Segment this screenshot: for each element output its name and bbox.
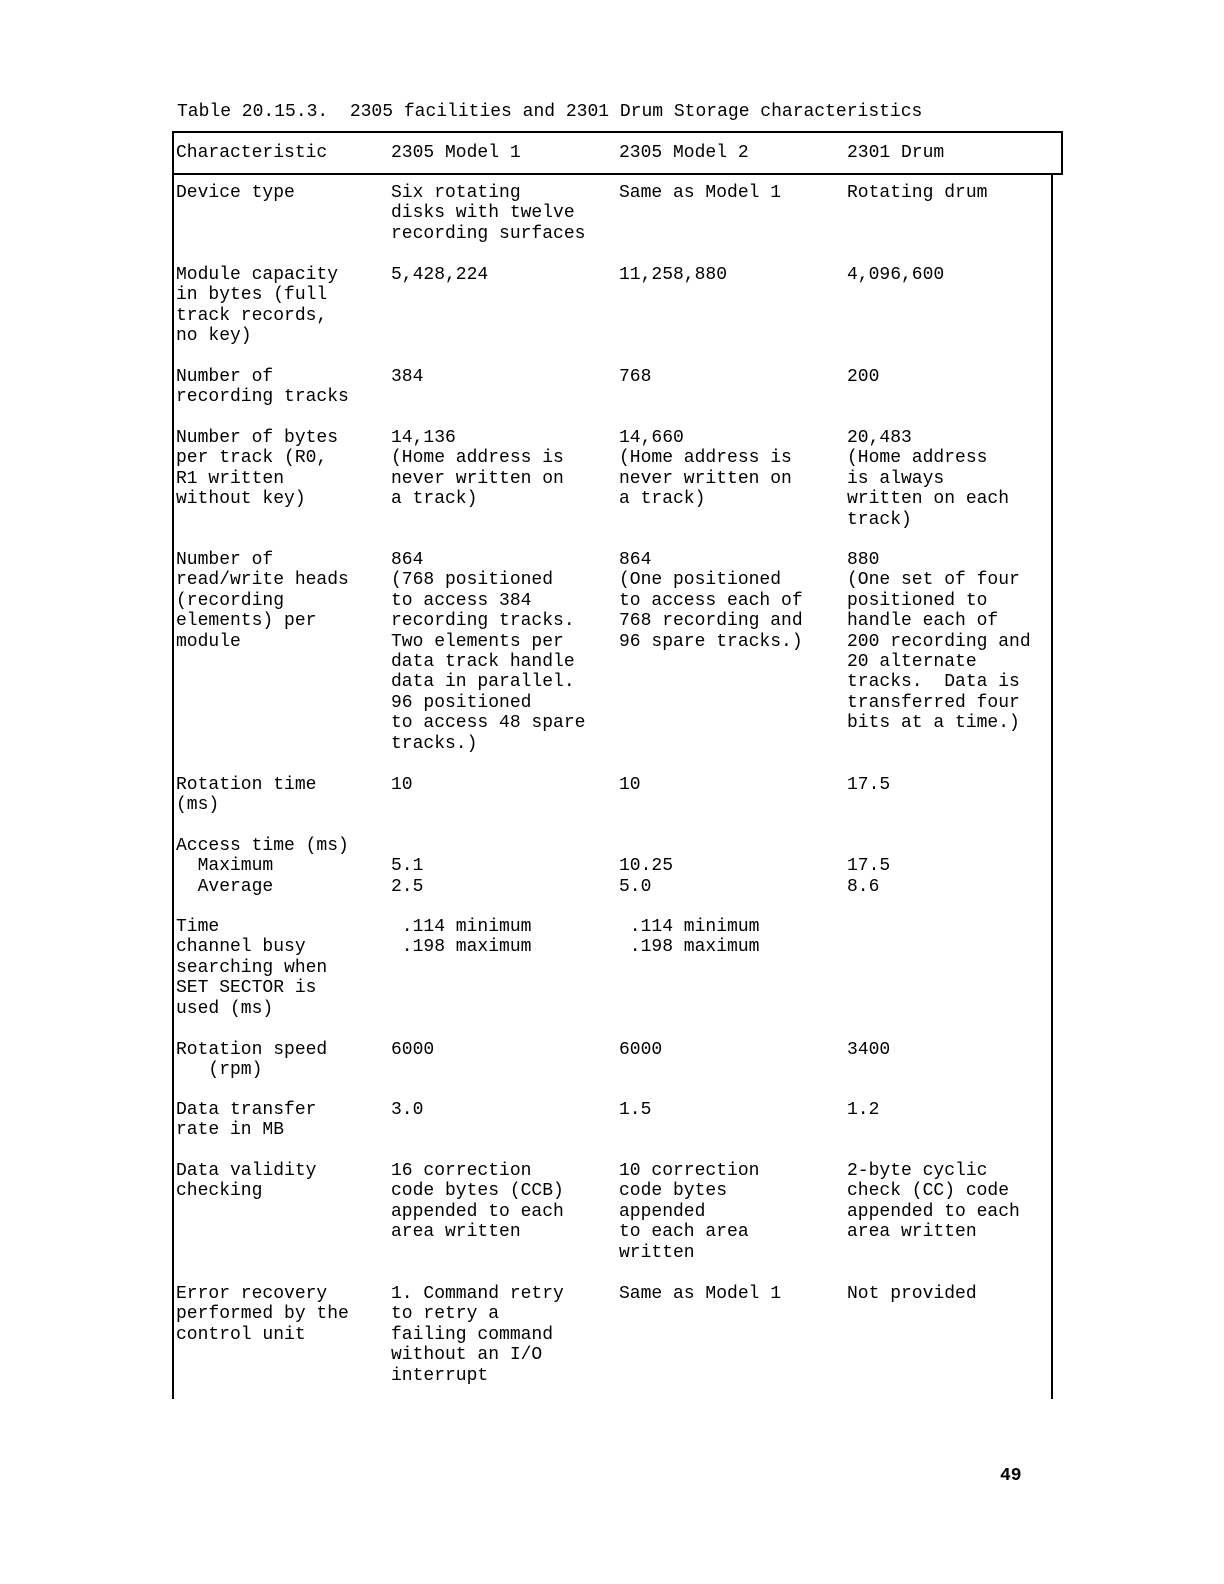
table-cell: 10 <box>391 775 413 795</box>
table-cell: 4,096,600 <box>847 265 945 285</box>
table-cell: Rotating drum <box>847 183 988 203</box>
table-cell: 384 <box>391 367 424 387</box>
table-cell: Same as Model 1 <box>619 183 782 203</box>
table-cell: 5,428,224 <box>391 265 489 285</box>
header-rule <box>172 173 1063 175</box>
table-cell: Number of recording tracks <box>176 367 349 408</box>
header-2305-model-1: 2305 Model 1 <box>391 143 521 163</box>
table-cell: 16 correction code bytes (CCB) appended to each area written <box>391 1161 564 1243</box>
page-number: 49 <box>1000 1466 1022 1486</box>
table-cell: 3400 <box>847 1040 891 1060</box>
header-2301-drum: 2301 Drum <box>847 143 945 163</box>
table-cell: Rotation speed (rpm) <box>176 1040 328 1081</box>
table-cell: Not provided <box>847 1284 977 1304</box>
table-cell: Six rotating disks with twelve recording surfaces <box>391 183 586 244</box>
table-cell: 880 (One set of four positioned to handle each of 200 recording and 20 alternate tracks. Data is transferred four bits at a time.) <box>847 550 1031 734</box>
table-caption: Table 20.15.3. 2305 facilities and 2301 Drum Storage characteristics <box>177 102 923 122</box>
table-cell: 1.2 <box>847 1100 880 1120</box>
table-cell: 1. Command retry to retry a failing command without an I/O interrupt <box>391 1284 564 1386</box>
table-cell: 20,483 (Home address is always written on each track) <box>847 428 1010 530</box>
table-cell: 6000 <box>619 1040 663 1060</box>
table-cell: 768 <box>619 367 652 387</box>
table-cell: 11,258,880 <box>619 265 728 285</box>
table-cell: 17.5 <box>847 775 891 795</box>
table-cell: 864 (768 positioned to access 384 recording tracks. Two elements per data track handle data in parallel. 96 positioned to access 48 spare tracks.) <box>391 550 586 754</box>
table-cell: 10 correction code bytes appended to each area written <box>619 1161 760 1263</box>
table-cell: 17.5 8.6 <box>847 856 891 897</box>
header-characteristic: Characteristic <box>176 143 328 163</box>
table-right-rule-body <box>1051 174 1053 1399</box>
table-cell: Access time (ms) Maximum Average <box>176 836 349 897</box>
table-cell: 1.5 <box>619 1100 652 1120</box>
table-cell: Module capacity in bytes (full track records, no key) <box>176 265 339 347</box>
table-cell: .114 minimum .198 maximum <box>629 917 760 958</box>
table-cell: 14,136 (Home address is never written on a track) <box>391 428 564 510</box>
table-cell: Data transfer rate in MB <box>176 1100 317 1141</box>
table-right-rule-header <box>1061 131 1063 174</box>
table-cell: Rotation time (ms) <box>176 775 317 816</box>
table-cell: Time channel busy searching when SET SECTOR is used (ms) <box>176 917 328 1019</box>
table-cell: 10 <box>619 775 641 795</box>
table-cell: 2-byte cyclic check (CC) code appended to each area written <box>847 1161 1020 1243</box>
table-cell: 864 (One positioned to access each of 768 recording and 96 spare tracks.) <box>619 550 803 652</box>
header-2305-model-2: 2305 Model 2 <box>619 143 749 163</box>
table-cell: Number of bytes per track (R0, R1 written without key) <box>176 428 339 510</box>
table-cell: Same as Model 1 <box>619 1284 782 1304</box>
table-cell: .114 minimum .198 maximum <box>401 917 532 958</box>
table-cell: Device type <box>176 183 295 203</box>
table-cell: Error recovery performed by the control unit <box>176 1284 349 1345</box>
table-cell: 200 <box>847 367 880 387</box>
table-cell: 6000 <box>391 1040 435 1060</box>
table-cell: 3.0 <box>391 1100 424 1120</box>
table-cell: Number of read/write heads (recording elements) per module <box>176 550 349 652</box>
table-cell: 14,660 (Home address is never written on a track) <box>619 428 792 510</box>
table-cell: 10.25 5.0 <box>619 856 674 897</box>
table-cell: Data validity checking <box>176 1161 317 1202</box>
table-cell: 5.1 2.5 <box>391 856 424 897</box>
